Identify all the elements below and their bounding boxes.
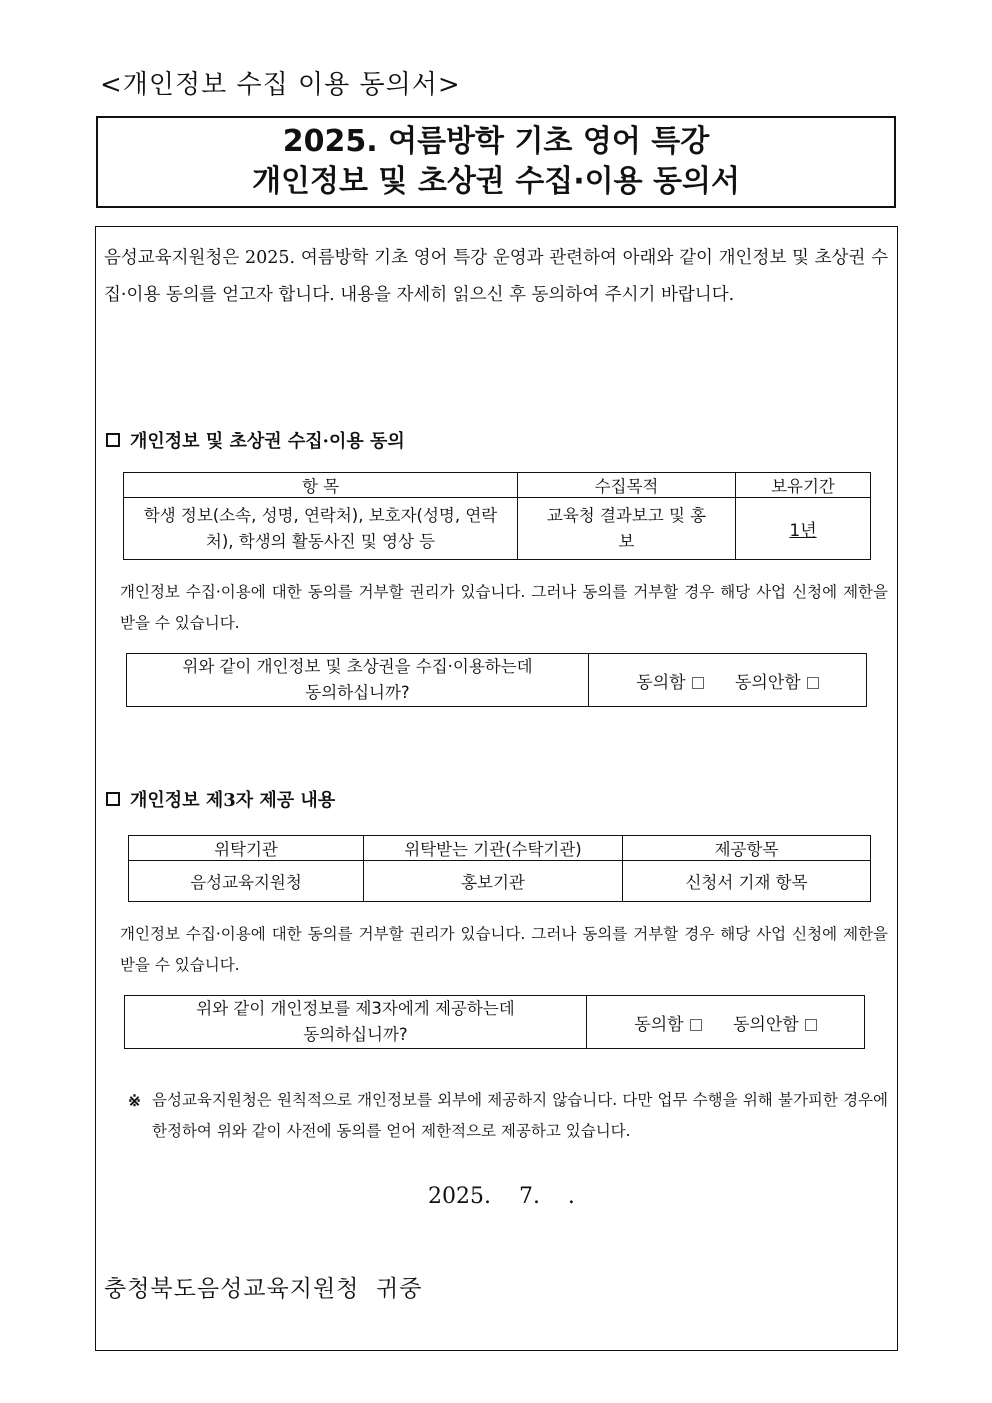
footnote: [128, 1085, 888, 1147]
intro-paragraph: 음성교육지원청은 2025. 여름방학 기초 영어 특강 운영과 관련하여 아래와 같이 개인정보 및 초상권 수집·이용 동의를 얻고자 합니다. 내용을 자세히 읽으신 후 동의하여 주시기 바랍니다.: [104, 248, 888, 305]
header-consignor: 위탁기관: [129, 836, 364, 861]
agree-label: 동의함: [634, 1014, 684, 1035]
section2-notice: 개인정보 수집·이용에 대한 동의를 거부할 권리가 있습니다. 그러나 동의를 거부할 경우 해당 사업 신청에 제한을 받을 수 있습니다.: [120, 925, 888, 974]
header-items: 제공항목: [623, 836, 871, 861]
section1-title: [106, 427, 405, 453]
disagree-label: 동의안함: [734, 672, 801, 693]
disagree-checkbox[interactable]: [807, 677, 819, 689]
section2-options: [587, 996, 865, 1049]
section-square-icon: [106, 792, 120, 806]
title-box: [96, 116, 896, 208]
cell-purpose: 교육청 결과보고 및 홍보: [518, 498, 736, 560]
agree-checkbox[interactable]: [692, 677, 704, 689]
cell-consignee: 홍보기관: [364, 861, 623, 902]
question-line-2: 동의하십니까?: [305, 683, 410, 702]
section2-title-text: 개인정보 제3자 제공 내용: [130, 790, 336, 811]
header-period: 보유기간: [736, 473, 871, 498]
question-line-1: 위와 같이 개인정보를 제3자에게 제공하는데: [196, 999, 515, 1018]
disagree-option[interactable]: [733, 1015, 817, 1035]
title-line-1: 2025. 여름방학 기초 영어 특강: [282, 124, 710, 159]
disagree-label: 동의안함: [732, 1014, 799, 1035]
section1-options: [589, 654, 867, 707]
section1-agreement-box: [126, 653, 867, 707]
third-party-table: [128, 835, 871, 902]
cell-item: 학생 정보(소속, 성명, 연락처), 보호자(성명, 연락처), 학생의 활동사진 및 영상 등: [124, 498, 518, 560]
section2-question: [125, 996, 587, 1049]
header-consignee: 위탁받는 기관(수탁기관): [364, 836, 623, 861]
title-line-2: 개인정보 및 초상권 수집·이용 동의서: [252, 164, 740, 199]
section2-agreement-box: [124, 995, 865, 1049]
cell-period: 1년: [736, 498, 871, 560]
section1-notice: 개인정보 수집·이용에 대한 동의를 거부할 권리가 있습니다. 그러나 동의를 거부할 경우 해당 사업 신청에 제한을 받을 수 있습니다.: [120, 583, 888, 632]
header-item: 항 목: [124, 473, 518, 498]
question-line-2: 동의하십니까?: [303, 1025, 408, 1044]
cell-consignor: 음성교육지원청: [129, 861, 364, 902]
agree-checkbox[interactable]: [690, 1019, 702, 1031]
table-header-row: [124, 473, 871, 498]
agree-option[interactable]: [636, 673, 709, 693]
table-header-row: [129, 836, 871, 861]
agree-option[interactable]: [634, 1015, 707, 1035]
question-line-1: 위와 같이 개인정보 및 초상권을 수집·이용하는데: [182, 657, 533, 676]
reference-mark-icon: ※: [128, 1091, 141, 1110]
table-row: [129, 861, 871, 902]
disagree-checkbox[interactable]: [805, 1019, 817, 1031]
agree-label: 동의함: [636, 672, 686, 693]
form-header-label: <개인정보 수집 이용 동의서>: [100, 70, 461, 100]
table-row: [124, 498, 871, 560]
footnote-text: 음성교육지원청은 원칙적으로 개인정보를 외부에 제공하지 않습니다. 다만 업무 수행을 위해 불가피한 경우에 한정하여 위와 같이 사전에 동의를 얻어 제한적으로 제공하고 있습니다.: [152, 1091, 888, 1140]
form-date: 2025. 7. .: [428, 1184, 575, 1209]
collection-table: [123, 472, 871, 560]
section1-title-text: 개인정보 및 초상권 수집·이용 동의: [130, 431, 405, 452]
header-purpose: 수집목적: [518, 473, 736, 498]
disagree-option[interactable]: [735, 673, 819, 693]
section-square-icon: [106, 433, 120, 447]
section2-title: [106, 786, 335, 812]
section1-question: [127, 654, 589, 707]
cell-items: 신청서 기재 항목: [623, 861, 871, 902]
addressee: 충청북도음성교육지원청 귀중: [104, 1276, 423, 1302]
